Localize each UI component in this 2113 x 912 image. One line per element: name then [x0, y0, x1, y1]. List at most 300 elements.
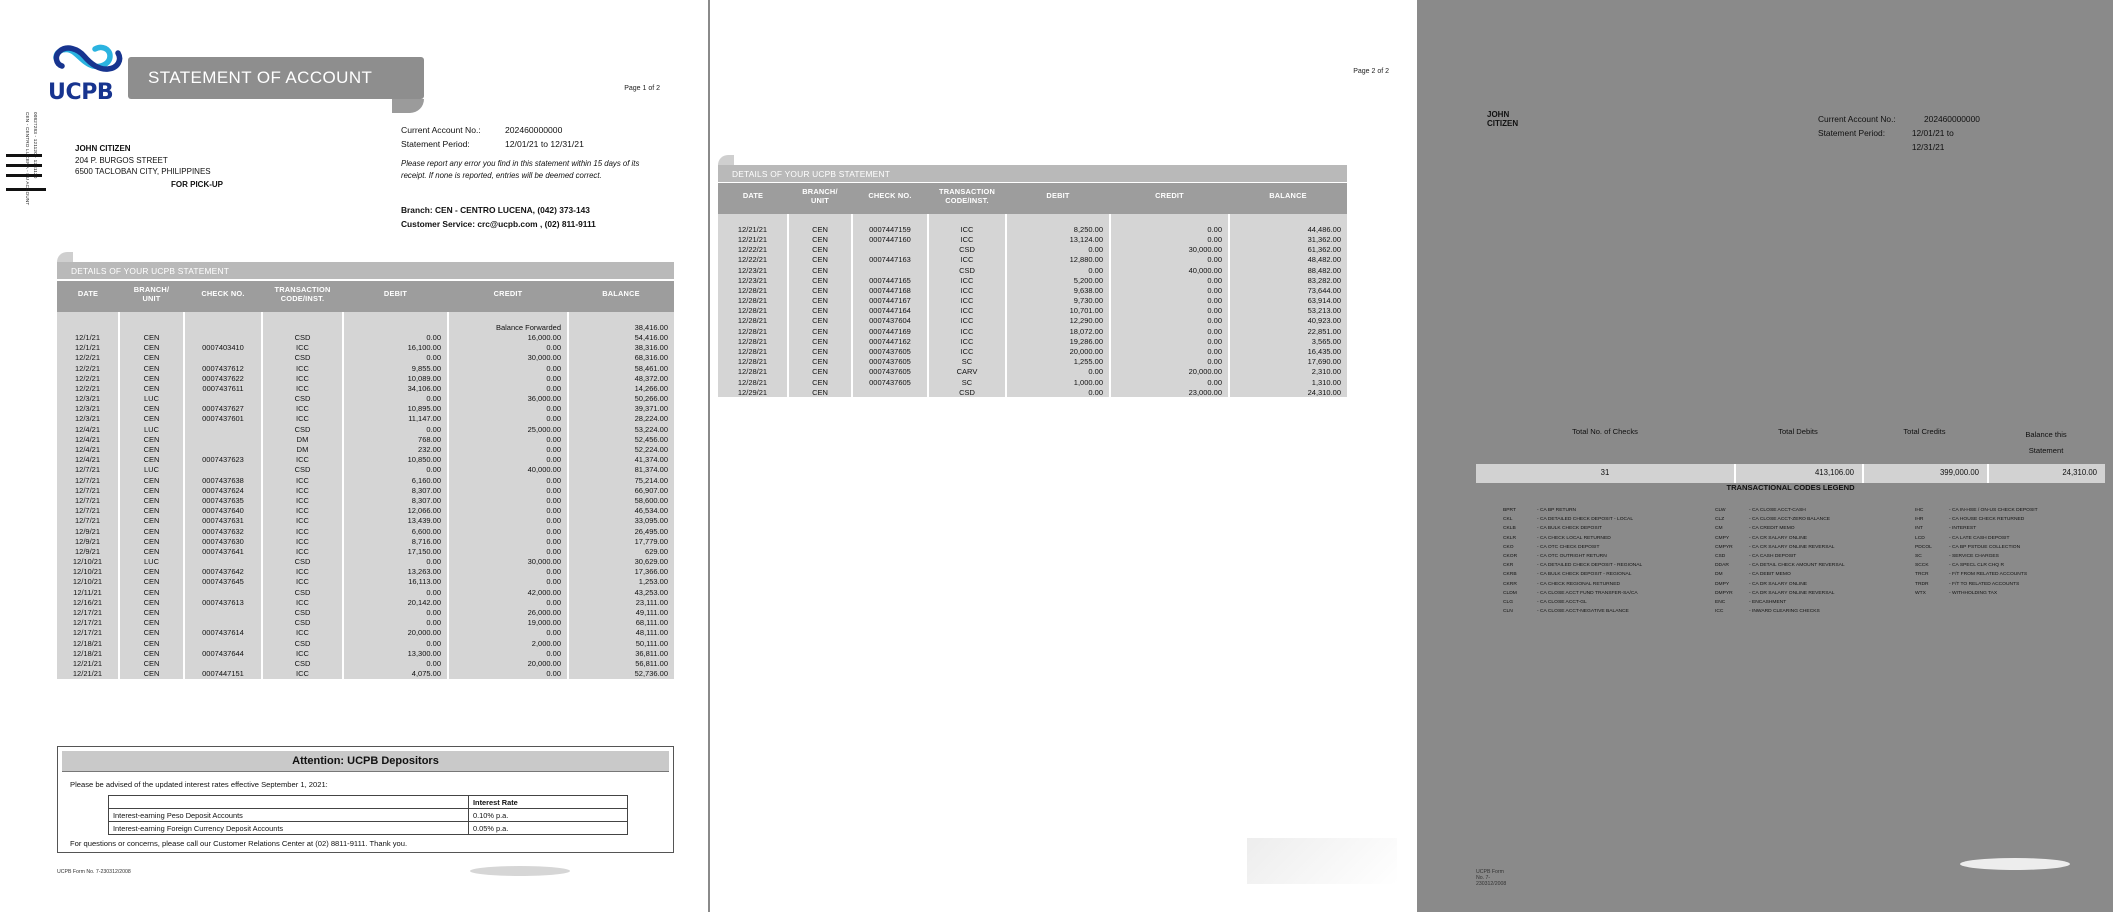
table-row	[718, 285, 1347, 295]
attention-body	[58, 772, 673, 848]
table-cell-code: ICC	[262, 648, 343, 658]
table-row	[57, 373, 674, 383]
table-cell-credit: 25,000.00	[448, 424, 568, 434]
table-cell-num: 8,307.00	[343, 485, 448, 495]
table-cell-date: 12/29/21	[718, 387, 788, 397]
legend-code: BPRT	[1503, 508, 1516, 513]
legend-code: CM	[1715, 526, 1723, 532]
table-cell-credit: 0.00	[1110, 255, 1229, 265]
table-cell-date: 12/10/21	[57, 567, 119, 577]
table-row	[57, 414, 674, 424]
legend-code: CKL	[1503, 517, 1513, 523]
table-cell-num: 0.00	[343, 332, 448, 342]
table-cell-bal: 3,565.00	[1229, 336, 1347, 346]
table-cell-date: 12/7/21	[57, 506, 119, 516]
legend-title: TRANSACTIONAL CODES LEGEND	[1726, 483, 1855, 492]
table-cell-credit: 0.00	[1110, 357, 1229, 367]
legend-code: ICC	[1715, 609, 1724, 615]
table-cell-num: 16,113.00	[343, 577, 448, 587]
legend-code: CLDM	[1503, 590, 1517, 596]
legend-description: - CA CLOSE ACCT-ZERO BALANCE	[1749, 515, 1830, 524]
totals-header-row	[1476, 424, 2105, 461]
rate-value: 0.10% p.a.	[469, 809, 628, 822]
table-cell-bal: 52,456.00	[568, 434, 674, 444]
rates-header-row	[109, 796, 628, 809]
table-cell-bal: 24,310.00	[1229, 387, 1347, 397]
table-cell-credit: 0.00	[1110, 326, 1229, 336]
branch-line: Branch: CEN - CENTRO LUCENA, (042) 373-143	[401, 205, 590, 215]
table-cell-branch: CEN	[119, 669, 184, 679]
table-cell-num: 16,100.00	[343, 343, 448, 353]
table-cell-branch: CEN	[119, 597, 184, 607]
col-date: DATE	[57, 281, 119, 312]
table-cell-bal: 63,914.00	[1229, 296, 1347, 306]
table-row	[57, 597, 674, 607]
table-cell-num: 0.00	[343, 465, 448, 475]
table-cell-date: 12/22/21	[718, 245, 788, 255]
customer-service-line: Customer Service: crc@ucpb.com , (02) 811-9111	[401, 219, 596, 229]
table-cell-check: 0007437622	[184, 373, 262, 383]
table-cell-check: 0007437638	[184, 475, 262, 485]
legend-description: - CA CREDIT MEMO	[1749, 524, 1795, 533]
table-row	[57, 444, 674, 454]
table-cell-num: 232.00	[343, 444, 448, 454]
table-cell-num: 0.00	[1006, 245, 1110, 255]
table-cell-bal: 2,310.00	[1229, 367, 1347, 377]
legend-code: CKOR	[1503, 554, 1518, 560]
table-cell-check	[184, 444, 262, 454]
table-cell-code: ICC	[928, 326, 1006, 336]
legend-entry	[1503, 534, 1715, 543]
table-cell-code: ICC	[262, 597, 343, 607]
table-cell-code: SC	[928, 377, 1006, 387]
legend-code: DMPY	[1715, 581, 1730, 587]
table-cell-branch: LUC	[119, 465, 184, 475]
table-cell-num: 13,439.00	[343, 516, 448, 526]
table-row	[57, 658, 674, 668]
table-cell-check: 0007437632	[184, 526, 262, 536]
table-cell-credit: 0.00	[448, 455, 568, 465]
table-cell-date: 12/22/21	[718, 255, 788, 265]
table-cell-check: 0007437644	[184, 648, 262, 658]
table-cell-branch: CEN	[788, 265, 852, 275]
table-cell-credit: 20,000.00	[1110, 367, 1229, 377]
table-cell-num: 4,075.00	[343, 669, 448, 679]
table-cell-code: ICC	[928, 285, 1006, 295]
table-cell-credit: 0.00	[448, 536, 568, 546]
col-check-no: CHECK NO.	[184, 281, 262, 312]
table-cell-credit: 30,000.00	[1110, 245, 1229, 255]
table-row	[57, 587, 674, 597]
table-cell-credit: 0.00	[1110, 336, 1229, 346]
table-cell-credit: 0.00	[448, 506, 568, 516]
table-cell-branch: CEN	[119, 404, 184, 414]
table-cell-credit: 0.00	[448, 577, 568, 587]
table-cell-branch: CEN	[788, 306, 852, 316]
col-branch-unit-2: BRANCH/ UNIT	[788, 183, 852, 214]
legend-description: - CA BP RETURN	[1537, 506, 1576, 515]
table-cell-branch: CEN	[119, 414, 184, 424]
table-row	[718, 346, 1347, 356]
table-cell-num: 17,150.00	[343, 546, 448, 556]
legend-entry	[1915, 515, 2113, 524]
table-cell-date: 12/9/21	[57, 526, 119, 536]
table-cell-num: 10,850.00	[343, 455, 448, 465]
table-row	[57, 506, 674, 516]
table-row	[57, 618, 674, 628]
page-corner-decoration	[1247, 838, 1397, 884]
legend-code: CLN	[1503, 609, 1513, 615]
table-cell-branch: CEN	[119, 618, 184, 628]
table-cell-code: ICC	[262, 577, 343, 587]
sidebar-routing-text: CEN - CENTRO LUCENA - PU ACCOUNT	[25, 112, 30, 206]
table-cell-credit: 0.00	[1110, 224, 1229, 234]
legend-description: - CA HOUSE CHECK RETURNED	[1949, 515, 2024, 524]
table-cell-check: 0007437623	[184, 455, 262, 465]
col-branch-unit: BRANCH/ UNIT	[119, 281, 184, 312]
table-row	[57, 465, 674, 475]
table-cell-bal: 629.00	[568, 546, 674, 556]
statement-period-label: Statement Period:	[401, 139, 470, 149]
table-row	[718, 387, 1347, 397]
legend-code: TRDR	[1915, 581, 1929, 587]
table-cell-bal: 17,366.00	[568, 567, 674, 577]
table-row	[57, 648, 674, 658]
table-cell-code: ICC	[928, 346, 1006, 356]
table-cell-branch: CEN	[119, 383, 184, 393]
table-cell-branch: CEN	[788, 245, 852, 255]
table-cell-bal: 17,779.00	[568, 536, 674, 546]
table-cell-check: 0007437630	[184, 536, 262, 546]
table-row	[718, 367, 1347, 377]
legend-entry	[1503, 570, 1715, 579]
table-cell-credit: 2,000.00	[448, 638, 568, 648]
table-cell-bal: 1,253.00	[568, 577, 674, 587]
table-cell-bal: 50,111.00	[568, 638, 674, 648]
table-cell-check	[184, 638, 262, 648]
table-cell-credit: 0.00	[1110, 275, 1229, 285]
table-cell-check: 0007447165	[852, 275, 928, 285]
col-balance-2: BALANCE	[1229, 183, 1347, 214]
table-row	[718, 336, 1347, 346]
table-cell-branch: CEN	[119, 567, 184, 577]
table-cell-bal: 81,374.00	[568, 465, 674, 475]
customer-address-block	[75, 143, 223, 190]
table-cell-check	[184, 557, 262, 567]
table-cell-check	[184, 353, 262, 363]
legend-entry	[1503, 561, 1715, 570]
statement-title-banner	[128, 57, 424, 99]
legend-description: - INWARD CLEARING CHECKS	[1749, 607, 1820, 616]
table-cell-check	[184, 434, 262, 444]
legend-description: - CA CLOSE ACCT-CASH	[1749, 506, 1806, 515]
legend-entry	[1715, 552, 1915, 561]
table-cell-date: 12/9/21	[57, 546, 119, 556]
table-cell-check: 0007447163	[852, 255, 928, 265]
legend-entry	[1715, 570, 1915, 579]
table-cell-branch: CEN	[119, 658, 184, 668]
table-cell-branch: CEN	[119, 536, 184, 546]
table-cell-date: 12/21/21	[57, 658, 119, 668]
table-row	[57, 434, 674, 444]
table-cell-code: CSD	[262, 332, 343, 342]
table-cell-num: 0.00	[343, 587, 448, 597]
table-row	[57, 607, 674, 617]
table-cell-check: 0007437641	[184, 546, 262, 556]
rate-row	[109, 822, 628, 835]
table-cell-date: 12/10/21	[57, 557, 119, 567]
details-banner-fold	[57, 252, 73, 262]
table-cell-date: 12/28/21	[718, 346, 788, 356]
legend-entry	[1915, 506, 2113, 515]
total-credits-value: 399,000.00	[1862, 464, 1987, 483]
table-cell-bal: 46,534.00	[568, 506, 674, 516]
legend-description: - CA BULK CHECK DEPOSIT	[1537, 524, 1602, 533]
legend-code: IHR	[1915, 517, 1924, 523]
totals-section	[1476, 424, 2105, 483]
table-cell-num: 11,147.00	[343, 414, 448, 424]
sidebar-routing-text-2: 00827283 - 121120 - 1231120	[33, 112, 38, 179]
table-cell-check: 0007437605	[852, 367, 928, 377]
table-cell-credit: 16,000.00	[448, 332, 568, 342]
branch-contact-block	[401, 203, 596, 231]
table-cell-bal: 36,811.00	[568, 648, 674, 658]
table-row	[57, 424, 674, 434]
legend-entry	[1715, 506, 1915, 515]
table-cell-check: 0007447162	[852, 336, 928, 346]
legend-entry	[1915, 543, 2113, 552]
table-cell-code: ICC	[262, 404, 343, 414]
account-no-label: Current Account No.:	[401, 125, 481, 135]
table-cell-credit: 0.00	[1110, 285, 1229, 295]
total-credits-label: Total Credits	[1903, 427, 1946, 436]
table-cell-bal: 41,374.00	[568, 455, 674, 465]
table-cell-check	[852, 265, 928, 275]
table-cell-credit: 0.00	[448, 546, 568, 556]
table-cell-branch: CEN	[119, 343, 184, 353]
table-cell-date: 12/2/21	[57, 373, 119, 383]
table-cell-check: 0007437631	[184, 516, 262, 526]
table-cell-branch: CEN	[119, 628, 184, 638]
table-row	[718, 306, 1347, 316]
table-cell-bal: 38,316.00	[568, 343, 674, 353]
table-cell-check: 0007447151	[184, 669, 262, 679]
table-cell-date: 12/2/21	[57, 383, 119, 393]
table-cell-bal: 16,435.00	[1229, 346, 1347, 356]
col-transaction-code-2: TRANSACTION CODE/INST.	[928, 183, 1006, 214]
delivery-method: FOR PICK-UP	[171, 179, 223, 189]
legend-description: - CA DETAIL CHECK AMOUNT REVERSAL	[1749, 561, 1845, 570]
table-cell-credit: 23,000.00	[1110, 387, 1229, 397]
rates-blank-header	[109, 796, 469, 809]
legend-description: - CA CR SALARY ONLINE	[1749, 534, 1807, 543]
table-cell-code: ICC	[262, 516, 343, 526]
legend-entry	[1915, 552, 2113, 561]
table-cell-num: 20,000.00	[343, 628, 448, 638]
table-cell-num: 20,142.00	[343, 597, 448, 607]
table-cell-credit: 0.00	[448, 434, 568, 444]
rate-account-type: Interest-earning Foreign Currency Deposit Accounts	[109, 822, 469, 835]
table-cell-credit: 0.00	[1110, 306, 1229, 316]
table-spacer-row-2	[718, 214, 1347, 224]
account-no-value: 202460000000	[505, 125, 563, 135]
account-info-block-page2	[1818, 112, 1980, 154]
table-cell-branch: CEN	[119, 577, 184, 587]
table-cell-date: 12/2/21	[57, 353, 119, 363]
table-row	[57, 628, 674, 638]
table-row	[718, 326, 1347, 336]
legend-entry	[1915, 580, 2113, 589]
balance-forwarded-row	[57, 322, 674, 332]
table-cell-branch: CEN	[119, 353, 184, 363]
table-cell-code: ICC	[928, 255, 1006, 265]
table-cell-code: CSD	[262, 638, 343, 648]
legend-code: LCD	[1915, 535, 1925, 541]
legend-entry	[1715, 607, 1915, 616]
table-cell-code: ICC	[262, 475, 343, 485]
table-cell-code: ICC	[262, 567, 343, 577]
table-cell-branch: CEN	[788, 316, 852, 326]
details-banner-fold-2	[718, 155, 734, 165]
table-cell-bal: 66,907.00	[568, 485, 674, 495]
table-cell-bal: 54,416.00	[568, 332, 674, 342]
legend-entry	[1503, 515, 1715, 524]
table-cell-branch: CEN	[788, 377, 852, 387]
table-row	[57, 394, 674, 404]
table-cell-check	[184, 465, 262, 475]
table-cell-credit: 0.00	[448, 669, 568, 679]
legend-column-3	[1915, 506, 2113, 616]
table-cell-code: ICC	[262, 414, 343, 424]
table-row	[718, 245, 1347, 255]
table-cell-check: 0007437640	[184, 506, 262, 516]
attention-box	[57, 746, 674, 853]
table-cell-credit: 0.00	[448, 475, 568, 485]
table-cell-date: 12/23/21	[718, 265, 788, 275]
table-cell-date: 12/4/21	[57, 455, 119, 465]
table-cell-code: ICC	[262, 383, 343, 393]
table-cell-check: 0007437635	[184, 495, 262, 505]
statement-period-value: 12/01/21 to 12/31/21	[505, 139, 584, 149]
table-row	[718, 296, 1347, 306]
table-cell-date: 12/1/21	[57, 332, 119, 342]
table-cell-bal: 14,266.00	[568, 383, 674, 393]
legend-description: - CA CLOSE ACCT FUND TRANSFER-SA/CA	[1537, 589, 1638, 598]
legend-code: CLZ	[1715, 517, 1725, 523]
legend-entry	[1503, 552, 1715, 561]
table-cell-date: 12/4/21	[57, 434, 119, 444]
table-cell-bal: 88,482.00	[1229, 265, 1347, 275]
legend-entry	[1715, 598, 1915, 607]
table-cell-bal: 75,214.00	[568, 475, 674, 485]
table-cell-bal: 49,111.00	[568, 607, 674, 617]
table-cell-code: CSD	[928, 265, 1006, 275]
table-cell-credit: 30,000.00	[448, 557, 568, 567]
legend-column-2	[1715, 506, 1915, 616]
table-cell-code: ICC	[928, 296, 1006, 306]
table-cell-credit: 0.00	[448, 648, 568, 658]
table-cell-num: 0.00	[1006, 367, 1110, 377]
table-cell-branch: CEN	[788, 296, 852, 306]
legend-entry	[1915, 534, 2113, 543]
legend-description: - F/T TO RELATED ACCOUNTS	[1949, 580, 2019, 589]
table-cell-code: ICC	[262, 536, 343, 546]
legend-entry	[1503, 543, 1715, 552]
table-cell-code: CSD	[928, 387, 1006, 397]
table-cell-code: CSD	[928, 245, 1006, 255]
table-cell-check: 0007437604	[852, 316, 928, 326]
legend-entry	[1715, 534, 1915, 543]
table-cell-code: ICC	[262, 669, 343, 679]
table-cell-credit: 42,000.00	[448, 587, 568, 597]
table-cell-check: 0007437613	[184, 597, 262, 607]
table-cell-check: 0007437614	[184, 628, 262, 638]
legend-description: - CA CHECK REGIONAL RETURNED	[1537, 580, 1620, 589]
statement-page-2	[710, 0, 2097, 912]
table-cell-date: 12/17/21	[57, 607, 119, 617]
table-cell-date: 12/28/21	[718, 296, 788, 306]
table-cell-branch: CEN	[119, 434, 184, 444]
table-cell-date: 12/28/21	[718, 306, 788, 316]
rates-rate-header: Interest Rate	[469, 796, 628, 809]
legend-code: DM	[1715, 572, 1723, 578]
table-cell-bal: 33,095.00	[568, 516, 674, 526]
legend-description: - ENCASHMENT	[1749, 598, 1786, 607]
table-row	[718, 224, 1347, 234]
legend-code: CKR	[1503, 563, 1514, 569]
table-cell-check	[184, 332, 262, 342]
table-cell-check: 0007447168	[852, 285, 928, 295]
table-cell-branch: CEN	[119, 648, 184, 658]
table-cell-branch: CEN	[119, 485, 184, 495]
table-cell-credit: 30,000.00	[448, 353, 568, 363]
legend-code: TRCR	[1915, 572, 1929, 578]
table-row	[57, 567, 674, 577]
table-cell-branch: CEN	[119, 363, 184, 373]
legend-code: ENC	[1715, 600, 1726, 606]
account-info-block	[401, 123, 584, 151]
table-cell-check: 0007437624	[184, 485, 262, 495]
table-cell-bal: 48,372.00	[568, 373, 674, 383]
table-cell-date: 12/18/21	[57, 638, 119, 648]
table-cell-bal: 22,851.00	[1229, 326, 1347, 336]
table-cell-check	[184, 587, 262, 597]
table-cell-num: 5,200.00	[1006, 275, 1110, 285]
table-row	[57, 455, 674, 465]
table-cell-credit: 0.00	[1110, 296, 1229, 306]
table-cell-branch: CEN	[119, 475, 184, 485]
table-cell-num: 20,000.00	[1006, 346, 1110, 356]
table-row	[57, 363, 674, 373]
table-row	[57, 536, 674, 546]
legend-code: DDAR	[1715, 563, 1729, 569]
form-number-page2: UCPB Form No. 7-230312/2008	[1476, 869, 1507, 887]
table-cell-credit: 26,000.00	[448, 607, 568, 617]
table-cell-num: 10,701.00	[1006, 306, 1110, 316]
table-cell-branch: CEN	[788, 387, 852, 397]
table-cell-code: ICC	[928, 275, 1006, 285]
table-cell-num: 0.00	[343, 638, 448, 648]
total-checks-value: 31	[1476, 464, 1734, 483]
table-cell-check	[184, 618, 262, 628]
legend-code: CLG	[1503, 600, 1514, 606]
col-transaction-code: TRANSACTION CODE/INST.	[262, 281, 343, 312]
legend-description: - CA SPECL CLR CHQ R	[1949, 561, 2004, 570]
legend-entry	[1915, 570, 2113, 579]
table-cell-num: 18,072.00	[1006, 326, 1110, 336]
ucpb-wordmark: UCPB	[48, 80, 114, 105]
table-cell-code: DM	[262, 444, 343, 454]
